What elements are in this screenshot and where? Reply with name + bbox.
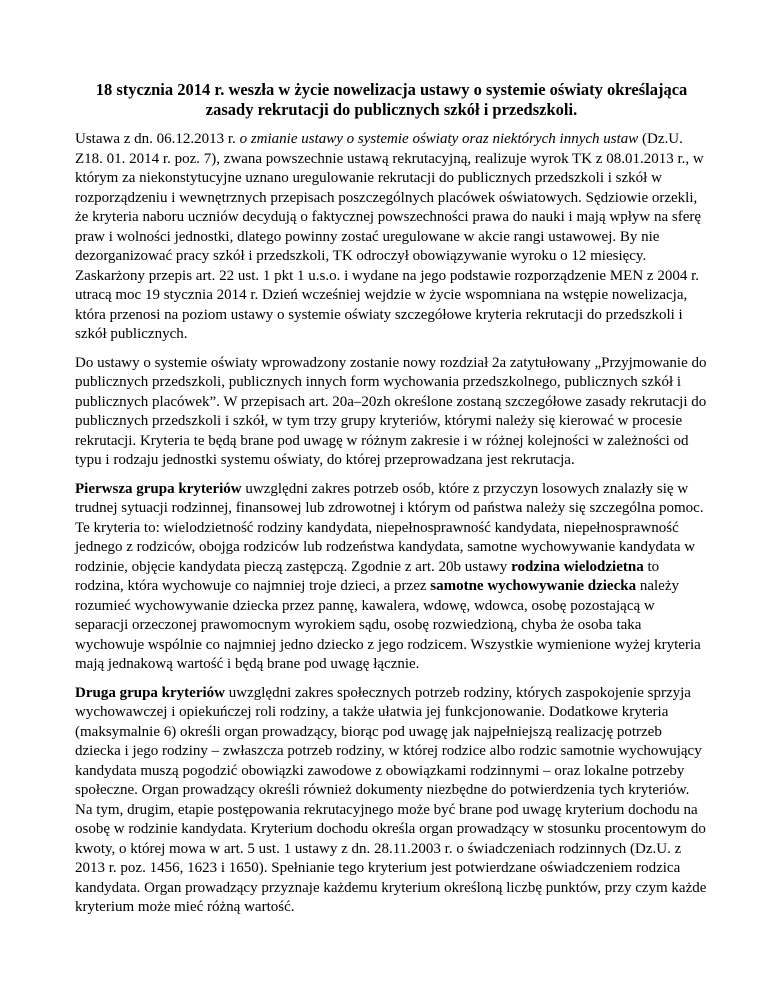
first-group-text-2: to rodzina, która wychowuje co najmniej troje dzieci, a przez — [75, 558, 660, 594]
intro-text-start: Ustawa z dn. 06.12.2013 r. — [75, 131, 240, 147]
term-single-parenting: samotne wychowywanie dziecka — [430, 578, 637, 594]
paragraph-new-chapter: Do ustawy o systemie oświaty wprowadzony zostanie nowy rozdział 2a zatytułowany „Przyjmowanie do publicznych przedszkoli, publicznych innych form wychowania przedszkolnego, publicznych szkół i publicznych placówek”. W przepisach art. 20a–20zh określone zostaną szczegółowe zasady rekrutacji do publicznych przedszkoli i szkół, w tym trzy grupy kryteriów, którymi należy się kierować w procesie rekrutacji. Kryteria te będą brane pod uwagę w różnym zakresie i w różnej kolejności w zależności od typu i rodzaju jednostki systemu oświaty, do której przeprowadzana jest rekrutacja. — [75, 354, 707, 468]
second-group-heading: Druga grupa kryteriów — [75, 684, 225, 701]
paragraph-second-group — [75, 684, 708, 918]
document-title: 18 stycznia 2014 r. weszła w życie nowelizacja ustawy o systemie oświaty określająca zasady rekrutacji do publicznych szkół i przedszkoli. — [95, 80, 688, 119]
paragraph-first-group — [75, 480, 708, 675]
act-title-italic: o zmianie ustawy o systemie oświaty oraz niektórych innych ustaw — [239, 131, 639, 147]
first-group-text-3: należy rozumieć wychowywanie dziecka przez pannę, kawalera, wdowę, wdowca, osobę pozostającą w separacji orzeczonej prawomocnym wyrokiem sądu, osobę rozwiedzioną, chyba że osoba taka wychowuje wspólnie co najmniej jedno dziecko z jego rodzicem. Wszystkie wymienione wyżej kryteria mają jednakową wartość i będą brane pod uwagę łącznie. — [75, 578, 701, 672]
first-group-text: uwzględni zakres potrzeb osób, które z przyczyn losowych znalazły się w trudnej sytuacji rodzinnej, finansowej lub zdrowotnej i którym od państwa należy się szczególna pomoc. Te kryteria to: wielodzietność rodziny kandydata, niepełnosprawność kandydata, niepełnosprawność jednego z rodziców, obojga rodziców lub rodzeństwa kandydata, samotne wychowywanie kandydata w rodzinie, objęcie kandydata pieczą zastępczą. Zgodnie z art. 20b ustawy — [75, 480, 704, 575]
paragraph-intro — [75, 130, 708, 345]
intro-text-rest: (Dz.U. Z18. 01. 2014 r. poz. 7), zwana powszechnie ustawą rekrutacyjną, realizuje wyrok TK z 08.01.2013 r., w którym za niekonstytucyjne uznano uregulowanie rekrutacji do publicznych przedszkoli i szkół w rozporządzeniu i wewnętrznych przepisach poszczególnych placówek oświatowych. Sędziowie orzekli, że kryteria naboru uczniów decydują o faktycznej powszechności prawa do nauki i mają wpływ na sferę praw i wolności jednostki, dlatego powinny zostać uregulowane w akcie rangi ustawowej. By nie dezorganizować pracy szkół i przedszkoli, TK odroczył obowiązywanie wyroku o 12 miesięcy. Zaskarżony przepis art. 22 ust. 1 pkt 1 u.s.o. i wydane na jego podstawie rozporządzenie MEN z 2004 r. utracą moc 19 stycznia 2014 r. Dzień wcześniej wejdzie w życie wspomniana na wstępie nowelizacja, która przenosi na poziom ustawy o systemie oświaty szczegółowe kryteria rekrutacji do przedszkoli i szkół publicznych. — [75, 131, 704, 342]
second-group-text: uwzględni zakres społecznych potrzeb rodziny, których zaspokojenie sprzyja wychowawczej i opiekuńczej roli rodziny, a także ułatwia jej funkcjonowanie. Dodatkowe kryteria (maksymalnie 6) określi organ prowadzący, biorąc pod uwagę jak najpełniejszą realizację potrzeb dziecka i jego rodziny – zwłaszcza potrzeb rodziny, w której rodzice albo rodzic samotnie wychowujący kandydata muszą pogodzić obowiązki zawodowe z obowiązkami rodzinnymi – oraz lokalne potrzeby społeczne. Organ prowadzący określi również dokumenty niezbędne do potwierdzenia tych kryteriów. Na tym, drugim, etapie postępowania rekrutacyjnego może być brane pod uwagę kryterium dochodu na osobę w rodzinie kandydata. Kryterium dochodu określa organ prowadzący w stosunku procentowym do kwoty, o której mowa w art. 5 ust. 1 ustawy z dn. 28.11.2003 r. o świadczeniach rodzinnych (Dz.U. z 2013 r. poz. 1456, 1623 i 1650). Spełnianie tego kryterium jest potwierdzane oświadczeniem rodzica kandydata. Organ prowadzący przyznaje każdemu kryterium określoną liczbę punktów, przy czym każde kryterium może mieć różną wartość. — [75, 684, 707, 915]
first-group-heading: Pierwsza grupa kryteriów — [75, 480, 242, 497]
term-large-family: rodzina wielodzietna — [511, 558, 644, 575]
